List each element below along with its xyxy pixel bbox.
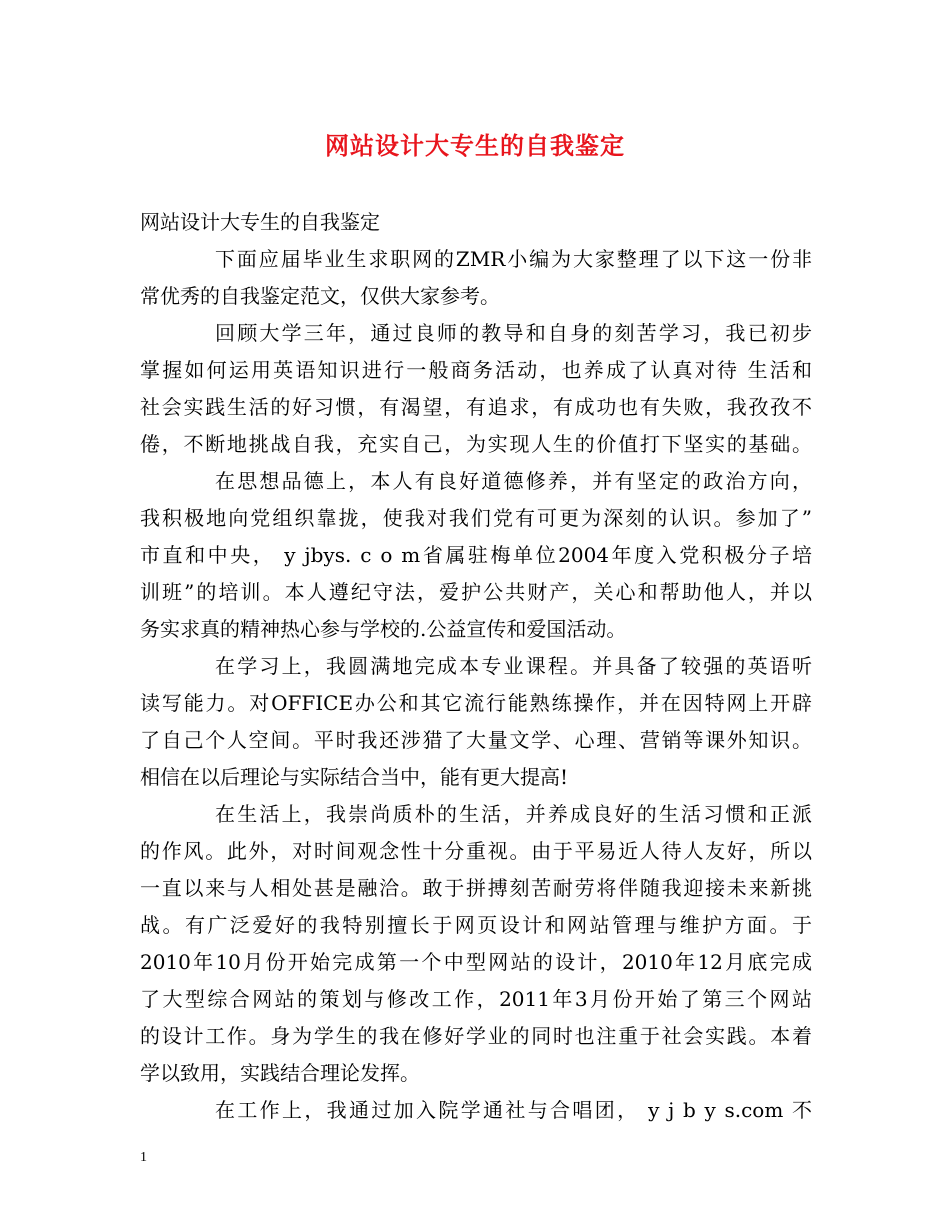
body-line: 训班”的培训。本人遵纪守法，爱护公共财产，关心和帮助他人，并以	[140, 580, 812, 604]
body-line: 学以致用，实践结合理论发挥。	[140, 1061, 420, 1085]
body-line: 我积极地向党组织靠拢，使我对我们党有可更为深刻的认识。参加了”	[140, 506, 812, 530]
body-line: 的作风。此外，对时间观念性十分重视。由于平易近人待人友好，所以	[140, 839, 812, 863]
document-body	[140, 204, 812, 1129]
body-line: 了大型综合网站的策划与修改工作，2011年3月份开始了第三个网站	[140, 987, 812, 1011]
body-line: 下面应届毕业生求职网的ZMR小编为大家整理了以下这一份非	[215, 247, 812, 271]
body-line: 在学习上，我圆满地完成本专业课程。并具备了较强的英语听	[215, 654, 812, 678]
body-line: 了自己个人空间。平时我还涉猎了大量文学、心理、营销等课外知识。	[140, 728, 812, 752]
body-line: 在工作上，我通过加入院学通社与合唱团， y j b y s.com 不	[215, 1098, 812, 1122]
body-line: 网站设计大专生的自我鉴定	[140, 210, 380, 234]
body-line: 2010年10月份开始完成第一个中型网站的设计，2010年12月底完成	[140, 950, 812, 974]
body-line: 务实求真的精神热心参与学校的.公益宣传和爱国活动。	[140, 617, 627, 641]
body-line: 的设计工作。身为学生的我在修好学业的同时也注重于社会实践。本着	[140, 1024, 812, 1048]
page-number: 1	[140, 1150, 147, 1165]
body-line: 倦，不断地挑战自我，充实自己，为实现人生的价值打下坚实的基础。	[140, 432, 812, 456]
body-line: 社会实践生活的好习惯，有渴望，有追求，有成功也有失败，我孜孜不	[140, 395, 812, 419]
body-line: 回顾大学三年，通过良师的教导和自身的刻苦学习，我已初步	[215, 321, 812, 345]
document-title: 网站设计大专生的自我鉴定	[325, 131, 625, 160]
body-line: 战。有广泛爱好的我特别擅长于网页设计和网站管理与维护方面。于	[140, 913, 812, 937]
body-line: 在思想品德上，本人有良好道德修养，并有坚定的政治方向，	[215, 469, 812, 493]
body-line: 相信在以后理论与实际结合当中，能有更大提高!	[140, 765, 569, 789]
body-line: 在生活上，我崇尚质朴的生活，并养成良好的生活习惯和正派	[215, 802, 812, 826]
body-line: 掌握如何运用英语知识进行一般商务活动，也养成了认真对待 生活和	[140, 358, 812, 382]
body-line: 一直以来与人相处甚是融洽。敢于拼搏刻苦耐劳将伴随我迎接未来新挑	[140, 876, 812, 900]
body-line: 读写能力。对OFFICE办公和其它流行能熟练操作，并在因特网上开辟	[140, 691, 812, 715]
body-line: 市直和中央， y jbys. c o m省属驻梅单位2004年度入党积极分子培	[140, 543, 812, 567]
body-line: 常优秀的自我鉴定范文，仅供大家参考。	[140, 284, 500, 308]
